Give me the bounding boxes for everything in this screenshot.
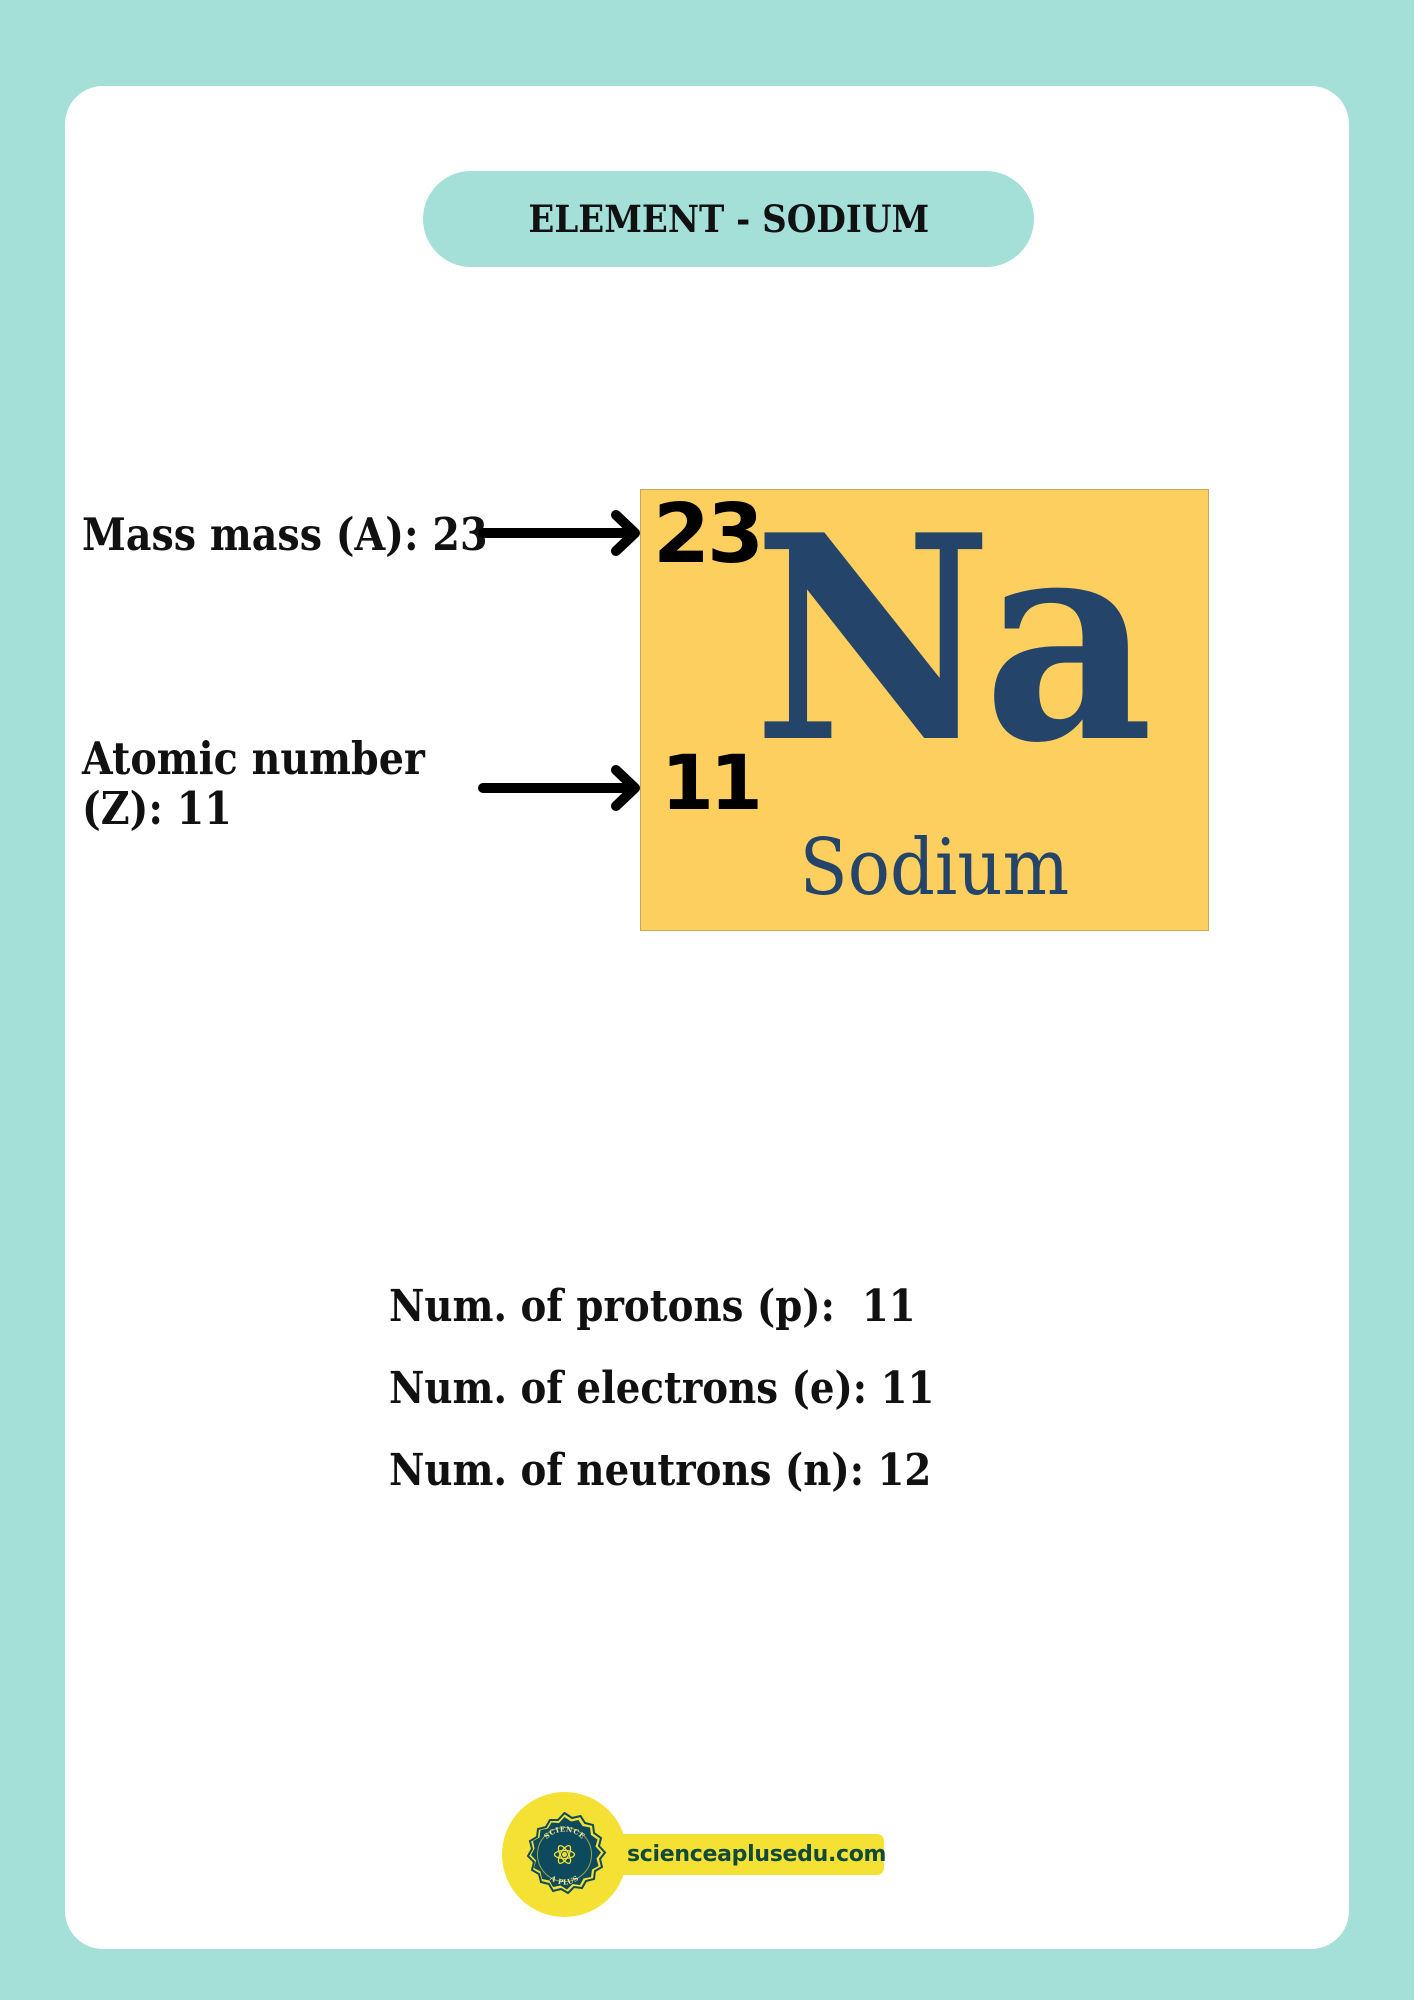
atomic-number-label-line2: (Z): 11 [82,782,232,835]
atomic-number-label-line1: Atomic number [82,732,425,785]
arrow-right-icon [478,509,643,557]
website-link[interactable] [615,1834,887,1875]
element-symbol: Na [753,473,1145,805]
particle-counts [389,1266,1009,1512]
atomic-number-label [82,734,425,834]
svg-text:SCIENCE: SCIENCE [541,1824,588,1841]
arrow-right-icon [478,764,643,812]
neutrons-count: Num. of neutrons (n): 12 [389,1445,932,1496]
page-title: ELEMENT - SODIUM [528,197,929,241]
content-card [65,86,1349,1949]
website-url[interactable]: scienceaplusedu.com [627,1842,887,1867]
element-name: Sodium [799,823,1070,913]
electrons-count: Num. of electrons (e): 11 [389,1363,935,1414]
protons-count: Num. of protons (p): 11 [389,1281,916,1332]
element-tile [640,473,1209,931]
tile-atomic-number: 11 [661,738,759,827]
title-banner [423,171,1034,267]
mass-number-label: Mass mass (A): 23 [82,508,488,561]
tile-mass-number: 23 [653,487,762,582]
svg-text:A PLUS: A PLUS [548,1873,581,1887]
science-a-plus-badge-icon [522,1812,607,1897]
